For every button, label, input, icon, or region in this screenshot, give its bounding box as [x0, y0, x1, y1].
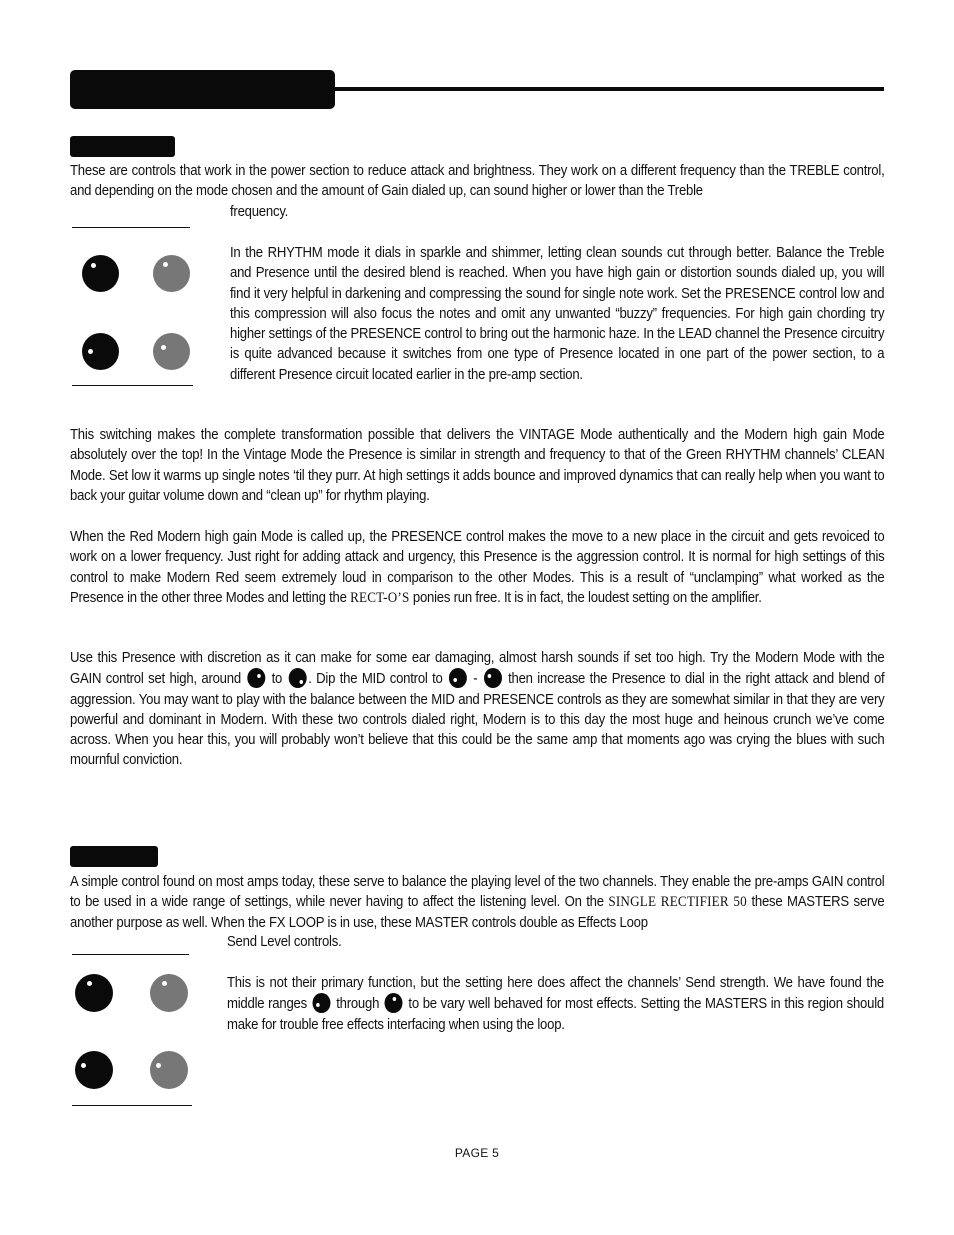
masters-intro-tail	[227, 932, 497, 952]
masters-knob-rule-top	[72, 954, 189, 955]
loop-through: through	[336, 996, 380, 1013]
presence-intro-end-text: frequency.	[230, 204, 289, 220]
rect-os-brand: RECT-O’S	[350, 589, 410, 606]
mid-setting-start-knob-icon	[449, 668, 467, 688]
masters-intro-text: A simple control found on most amps today, these serve to balance the playing level of the two channels. They enable the pre-amps GAIN control to be used in a wide range of settings, while never having to affect the listening level. On the	[70, 874, 885, 911]
presence-knob-rule-top	[72, 227, 190, 228]
masters-knob-rule-bottom	[72, 1105, 192, 1106]
presence-intro	[70, 161, 885, 202]
loop-text-1: This is not their primary function, but the setting here does affect the channels’ Send strength. We have found the middle ranges	[227, 975, 884, 1013]
master-rhythm-knob-icon	[75, 974, 113, 1012]
presence-knob-rule-bottom	[72, 385, 193, 386]
discretion-text-3: then increase the Presence to dial in the right attack and blend of aggression. You may want to play with the balance between the MID and PRESENCE controls as they are somewhat similar in that they are very powerful and dominant in Modern. With these two controls dialed right, Modern is to this day the most huge and heinous crunch we’ve come across. When you hear this, you will probably won’t believe that this could be the same amp that moments ago was crying the blues with such mournful conviction.	[70, 671, 885, 769]
discretion-text-2: . Dip the MID control to	[308, 671, 443, 688]
page-number: PAGE 5	[454, 1146, 500, 1160]
red-mode-text: When the Red Modern high gain Mode is called up, the PRESENCE control makes the move to a new place in the circuit and gets revoiced to work on a lower frequency. Just right for adding attack and urgency, this Presence is the aggression control. It is normal for high settings of this control to make Modern Red seem extremely loud in comparison to the other Modes. This is a result of “unclamping” what worked as the Presence in the other three Modes and letting the	[70, 529, 885, 606]
gain-setting-start-knob-icon	[247, 668, 265, 688]
presence-switching-paragraph: This switching makes the complete transformation possible that delivers the VINTAGE Mode authentically and the Modern high gain Mode absolutely over the top! In the Vintage Mode the Presence is similar in strength and frequency to that of the Green RHYTHM channels’ CLEAN Mode. Set low it warms up single notes ‘til they purr. At high settings it adds bounce and improved dynamics that can really help when you want to back your guitar volume down and “clean up” for rhythm playing.	[70, 427, 885, 504]
masters-intro-end-text: these MASTERS serve another purpose as well. When the FX LOOP is in use, these MASTER controls double as Effects Loop	[70, 894, 885, 931]
presence-section-tag	[70, 136, 175, 157]
discretion-to: to	[271, 671, 283, 688]
presence-rhythm-knob-icon	[82, 255, 119, 292]
presence-rhythm-gray-knob-icon	[153, 255, 190, 292]
loop-text-2: to be vary well behaved for most effects. Setting the MASTERS in this region should make for trouble free effects interfacing when using the loop.	[227, 996, 884, 1033]
master-range-end-knob-icon	[385, 993, 403, 1013]
presence-lead-knob-icon	[82, 333, 119, 370]
master-rhythm-gray-knob-icon	[150, 974, 188, 1012]
gain-setting-end-knob-icon	[288, 668, 306, 688]
single-rectifier-brand: SINGLE RECTIFIER 50	[608, 894, 747, 911]
page-header-bar	[70, 70, 335, 109]
masters-loop-paragraph	[227, 973, 884, 1035]
header-rule	[330, 87, 884, 91]
discretion-text-1: Use this Presence with discretion as it can make for some ear damaging, almost harsh sounds if set too high. Try the Modern Mode with the GAIN control set high, around	[70, 650, 885, 688]
discretion-dash: -	[473, 671, 478, 688]
masters-section-tag	[70, 846, 158, 867]
presence-discretion-paragraph	[70, 648, 885, 771]
presence-intro-text: These are controls that work in the power section to reduce attack and brightness. They work on a different frequency than the TREBLE control, and depending on the mode chosen and the amount of Gain dialed up, can sound higher or lower than the Treble	[70, 163, 885, 200]
mid-setting-end-knob-icon	[484, 668, 502, 688]
presence-lead-gray-knob-icon	[153, 333, 190, 370]
master-lead-knob-icon	[75, 1051, 113, 1089]
presence-red-mode-paragraph	[70, 527, 885, 608]
master-lead-gray-knob-icon	[150, 1051, 188, 1089]
masters-intro	[70, 872, 885, 933]
red-mode-text-end: ponies run free. It is in fact, the loudest setting on the amplifier.	[409, 589, 762, 606]
master-range-start-knob-icon	[313, 993, 331, 1013]
presence-rhythm-paragraph: In the RHYTHM mode it dials in sparkle and shimmer, letting clean sounds cut through better. Balance the Treble and Presence until the desired blend is reached. When you have high gain or distortion sounds dialed up, you will find it very helpful in darkening and compressing the sound for single note work. Set the PRESENCE control low and this compression will also focus the notes and omit any unwanted “buzzy” frequencies. For high gain chording try higher settings of the PRESENCE control to bring out the harmonic haze. In the LEAD channel the Presence circuitry is quite advanced because it switches from one type of Presence located in one part of the power section, to a different Presence circuit located earlier in the pre-amp section.	[230, 245, 885, 383]
presence-intro-end	[230, 202, 500, 222]
masters-intro-tail-text: Send Level controls.	[227, 934, 342, 950]
